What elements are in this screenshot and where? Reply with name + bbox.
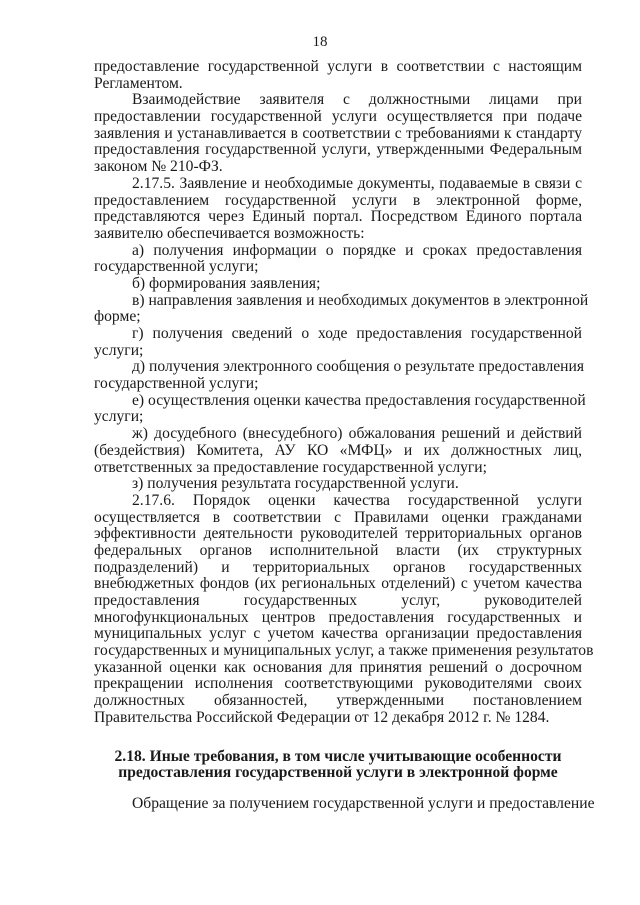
paragraph-line: д) получения электронного сообщения о результате предоставления xyxy=(132,358,585,376)
paragraph-line: е) осуществления оценки качества предоставления государственной xyxy=(132,391,586,409)
paragraph-line: Правительства Российской Федерации от 12 декабря 2012 г. № 1284. xyxy=(94,708,550,726)
paragraph-line: ж) досудебного (внесудебного) обжалования решений и действий xyxy=(132,425,582,443)
paragraph-line: 2.17.5. Заявление и необходимые документы, подаваемые в связи с xyxy=(132,174,582,192)
paragraph-line: предоставлении государственной услуги осуществляется при подаче xyxy=(94,108,582,126)
paragraph-line: государственной услуги; xyxy=(94,258,259,276)
paragraph xyxy=(94,59,582,92)
section-heading xyxy=(94,749,582,782)
paragraph-line: заявления и устанавливается в соответствии с требованиями к стандарту xyxy=(94,124,582,142)
paragraph-line: законом № 210-ФЗ. xyxy=(94,158,223,176)
paragraph-line: представляются через Единый портал. Посредством Единого портала xyxy=(94,208,582,226)
paragraph-line: государственных и муниципальных услуг, а также применения результатов xyxy=(94,642,594,660)
closing-paragraph xyxy=(94,794,595,813)
paragraph-line: предоставления государственных услуг, руководителей xyxy=(94,592,582,609)
paragraph xyxy=(94,176,582,243)
paragraph-line: услуги; xyxy=(94,341,144,359)
heading-line: 2.18. Иные требования, в том числе учитывающие особенности xyxy=(114,747,562,765)
paragraph-line: (бездействия) Комитета, АУ КО «МФЦ» и их должностных лиц, xyxy=(94,441,582,459)
paragraph-line: должностных обязанностей, утвержденными постановлением xyxy=(94,692,582,710)
paragraph xyxy=(94,243,582,276)
paragraph xyxy=(94,92,582,175)
paragraph-line: эффективности деятельности руководителей территориальных органов xyxy=(94,525,582,543)
paragraph xyxy=(94,276,582,293)
closing-line: Обращение за получением государственной услуги и предоставление xyxy=(132,794,595,812)
paragraph-line: федеральных органов исполнительной власти (их структурных xyxy=(94,541,582,559)
paragraph-line: Взаимодействие заявителя с должностными лицами при xyxy=(132,91,582,109)
paragraph-list xyxy=(94,58,594,727)
paragraph xyxy=(94,476,582,493)
paragraph-line: муниципальных услуг с учетом качества организации предоставления xyxy=(94,625,582,643)
paragraph xyxy=(94,291,589,326)
paragraph-line: в) направления заявления и необходимых документов в электронной xyxy=(132,291,589,309)
paragraph-line: ответственных за предоставление государственной услуги; xyxy=(94,458,487,476)
paragraph-line: предоставления государственной услуги, утвержденными Федеральным xyxy=(94,141,582,159)
paragraph-line: б) формирования заявления; xyxy=(132,274,321,292)
paragraph-line: подразделений) и территориальных органов государственных xyxy=(94,558,582,576)
paragraph-line: предоставление государственной услуги в соответствии с настоящим xyxy=(94,58,582,75)
page-number: 18 xyxy=(312,34,328,50)
paragraph xyxy=(94,391,586,426)
paragraph xyxy=(94,426,582,476)
paragraph-line: 2.17.6. Порядок оценки качества государственной услуги xyxy=(132,491,582,509)
paragraph-line: многофункциональных центров предоставления государственных и xyxy=(94,608,582,626)
heading-line: предоставления государственной услуги в электронной форме xyxy=(118,764,558,782)
paragraph-line: а) получения информации о порядке и сроках предоставления xyxy=(132,241,582,259)
paragraph-line: внебюджетных фондов (их региональных отделений) с учетом качества xyxy=(94,575,582,593)
paragraph-line: предоставлением государственной услуги в электронной форме, xyxy=(94,191,582,209)
paragraph-line: услуги; xyxy=(94,408,144,426)
paragraph-line: указанной оценки как основания для принятия решений о досрочном xyxy=(94,658,582,676)
paragraph xyxy=(94,358,585,393)
document-body xyxy=(94,58,595,813)
paragraph-line: г) получения сведений о ходе предоставления государственной xyxy=(132,325,582,342)
paragraph-line: Регламентом. xyxy=(94,74,183,92)
paragraph-line: осуществляется в соответствии с Правилами оценки гражданами xyxy=(94,508,582,526)
paragraph-line: з) получения результата государственной услуги. xyxy=(132,475,459,493)
paragraph-line: форме; xyxy=(94,308,141,326)
paragraph-line: прекращении исполнения соответствующими руководителями своих xyxy=(94,675,582,693)
paragraph xyxy=(94,491,594,727)
paragraph-line: заявителю обеспечивается возможность: xyxy=(94,224,365,242)
paragraph xyxy=(94,326,582,359)
paragraph-line: государственной услуги; xyxy=(94,375,259,393)
